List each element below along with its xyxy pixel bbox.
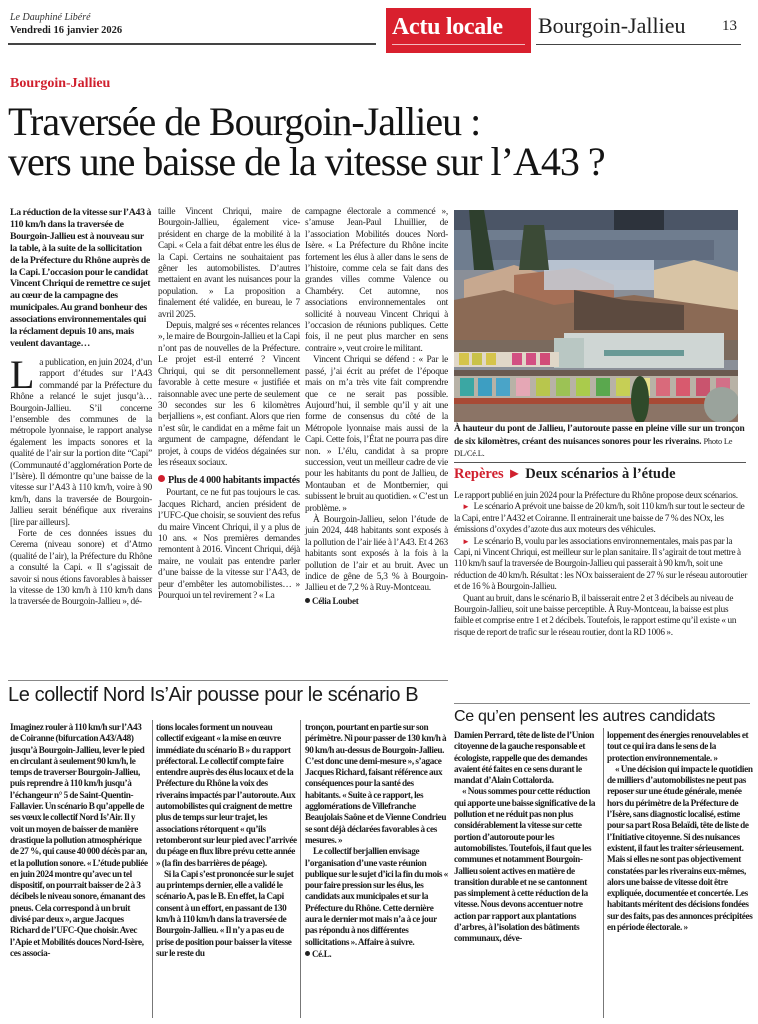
article-column-3 <box>305 207 448 607</box>
intertitle-text: Plus de 4 000 habitants impactés <box>168 475 300 487</box>
reperes-noise: Quant au bruit, dans le scénario B, il baisserait entre 2 et 3 décibels au niveau de Bourgoin-Jallieu, soit une baisse perceptible. À Ruy-Montceau, la baisse est plus faible et comprise entre 1 et 2 décibels. Toutefois, le rapport estime qu’il existe « un risque de report de trafic sur le réseau routier, dont la RD 1006 ». <box>454 592 737 637</box>
article-column-2 <box>158 207 300 602</box>
issue-date: Vendredi 16 janvier 2026 <box>10 25 123 36</box>
article2-column-2 <box>156 722 298 959</box>
photo-caption <box>454 424 746 461</box>
article-kicker: Bourgoin-Jallieu <box>10 76 111 91</box>
section-badge: Actu locale <box>386 8 531 53</box>
reperes-scenario-b <box>454 536 748 593</box>
article-photo <box>454 210 738 422</box>
header-rule <box>8 43 376 45</box>
headline-line-2: vers une baisse de la vitesse sur l’A43 ? <box>8 139 605 184</box>
article-paragraph: Depuis, malgré ses « récentes relances », le maire de Bourgoin-Jallieu et la Capi n’ont pas de nouvelles de la Préfecture. Le projet est-il enterré ? Vincent Chriqui, qui se dit personnellement favorable à cette mesure « justifiée et raisonnable avec une perte de seulement 30 secondes sur les 6 kilomètres berjalliens », est confiant. Alors que rien n’est sûr, le candidat en a même fait un argument de campagne, défendant le projet, à coups de vidéos dégainées sur les réseaux sociaux. <box>158 321 300 468</box>
page-number: 13 <box>722 18 737 34</box>
article-paragraph: tions locales forment un nouveau collectif exigeant « la mise en œuvre immédiate du scénario B » du rapport préfectoral. Le collectif compte faire entendre auprès des élus locaux et de la Préfecture du Rhône la voix des riverains impactés par l’autoroute. Aux automobilistes qui craignent de mettre plus de temps sur leur trajet, les associations rétorquent « qu’ils retomberont sur leur pied avec l’arrivée du péage en flux libre prévu cette année » (la fin des barrières de péage). <box>156 722 297 868</box>
photo-credit: Photo Le DL/Cé.L. <box>454 436 733 459</box>
article3-column-1 <box>454 730 600 945</box>
article-column-1 <box>10 207 152 609</box>
reperes-title <box>454 466 676 483</box>
scenario-text: Le scénario A prévoit une baisse de 20 km/h, soit 110 km/h sur tout le secteur de la Capi, entre l’A432 et Coiranne. Il entrainerait une baisse de 7 % des NOx, les émissions d’oxydes d’azote dus aux moteurs des véhicules. <box>454 501 745 535</box>
paragraph-text: a publication, en juin 2024, d’un rapport d’études sur l’A43 commandé par la Préfecture du Rhône a relancé le sujet jusqu’à… Bourgoin-Jallieu. S’il concerne l’ensemble des communes de la métropole lyonnaise, le rapport analyse également les impacts sonores et la qualité de l’air sur la portion dite “Capi” (Communauté d’agglomération Porte de l’Isère). Il démontre qu’une baisse de la vitesse sur l’A43 à 110 km/h, voire à 90 km/h, dans la traversée de Bourgoin-Jallieu serait bénéfique aux riverains [lire par ailleurs]. <box>10 357 152 528</box>
masthead <box>8 8 750 48</box>
article3-column-2 <box>607 730 753 933</box>
reperes-box <box>454 490 748 638</box>
article2-column-1 <box>10 722 150 959</box>
triangle-right-icon: ► <box>507 466 522 482</box>
article-paragraph: Forte de ces données issues du Cerema (niveau sonore) et d’Atmo (qualité de l’air), la Préfecture du Rhône a consulté la Capi. « Il s’agissait de savoir si nous étions favorables à baisser la vitesse de 130 km/h à 110 km/h dans la traversée de Bourgoin-Jallieu », dé- <box>10 528 152 608</box>
bullet-icon <box>305 951 310 956</box>
article-paragraph: À Bourgoin-Jallieu, selon l’étude de juin 2024, 448 habitants sont exposés à la pollution de l’air liée à l’A43. Et 4 263 habitants sont exposés à la fois à la pollution de l’air et au bruit. Avec un indice de gêne de 5,3 % à Bourgoin-Jallieu et de 7,2 % à Ruy-Montceau. <box>305 514 448 594</box>
article3-title: Ce qu’en pensent les autres candidats <box>454 708 716 725</box>
scenario-text: Le scénario B, voulu par les associations environnementales, mais pas par la Capi, ni Vincent Chriqui, est meilleur sur le plan sanitaire. Il s’agirait de tout mettre à 110 km/h sauf la traversée de Bourgoin-Jallieu qui passerait à 90 km/h, soit une réduction de 40 km/h. Résultat : les NOx baisseraient de 27 % sur le réseau autoroutier et de 16 % à Bourgoin-Jallieu. <box>454 535 748 592</box>
caption-text: À hauteur du pont de Jallieu, l’autoroute passe en pleine ville sur un tronçon de six kilomètres, créant des nuisances sonores pour les riverains. <box>454 424 745 447</box>
article-paragraph: campagne électorale a commencé », s’amuse Jean-Paul Lhuillier, de l’association Mobilités douces Nord-Isère. « La Préfecture du Rhône incite fortement les élus à aller dans le sens de l’histoire, comme cela se fait dans des grandes villes comme Valence ou Chambéry. Cet automne, nos associations environnementales ont sollicité à nouveau Vincent Chriqui à l’occasion de réunions publiques. Cette fois, il ne peut plus marcher en sens contraire », veut croire le militant. <box>305 207 448 354</box>
article-paragraph: tronçon, pourtant en partie sur son périmètre. Ni pour passer de 130 km/h à 90 km/h au-dessus de Bourgoin-Jallieu. C’est donc une demi-mesure », s’agace Jacques Richard, faisant référence aux conséquences pour la santé des habitants. « Suite à ce rapport, les agglomérations de Villefranche Beaujolais Saône et de Vienne Condrieu se sont déjà déclarées favorables à ces mesures. » <box>305 722 447 845</box>
article-paragraph: Vincent Chriqui se défend : « Par le passé, j’ai écrit au préfet de l’époque mais on m’a très vite fait comprendre que ce ne serait pas possible. Aujourd’hui, il semble qu’il y ait une forme de consensus du côté de la Métropole lyonnaise mais aussi de la Capi. Cette fois, l’État ne pourra pas dire non. » L’élu, candidat à sa propre succession, veut un meilleur cadre de vie pour les habitants du pont de Jallieu, de Montauban et de Montbernier, qui subissent le bruit au quotidien. « C’est un problème. » <box>305 355 448 514</box>
article-paragraph: « Nous sommes pour cette réduction qui apporte une baisse significative de la pollution et ne réduit pas non plus considérablement la vitesse sur cette portion d’autoroute pour les automobilistes. Toutefois, il faut que les communes et notamment Bourgoin-Jallieu soient actives en matière de transition durable et ne se cantonnent pas simplement à cette réduction de la vitesse. Nous devons accentuer notre action par rapport aux plantations d’arbres, à l’isolation des bâtiments communaux, déve- <box>454 786 596 944</box>
reperes-intro: Le rapport publié en juin 2024 pour la Préfecture du Rhône propose deux scénarios. <box>454 490 738 500</box>
article2-title: Le collectif Nord Is’Air pousse pour le scénario B <box>8 684 419 706</box>
article-chapo: La réduction de la vitesse sur l’A43 à 110 km/h dans la traversée de Bourgoin-Jallieu est à nouveau sur la table, à la suite de la sollicitation de la Préfecture du Rhône auprès de la Capi. L’occasion pour le candidat Vincent Chriqui de remettre ce sujet au cœur de la campagne des municipales. Au grand bonheur des associations environnementales qui la réclament depuis 10 ans, mais veulent davantage… <box>10 207 152 349</box>
article-separator <box>8 680 448 681</box>
column-rule <box>603 728 604 1018</box>
headline-line-1: Traversée de Bourgoin-Jallieu : <box>8 99 481 144</box>
author-signature <box>305 949 448 960</box>
article-intertitle <box>158 475 300 487</box>
reperes-rule <box>454 462 746 463</box>
reperes-scenario-a <box>454 501 748 535</box>
article-paragraph: Imaginez rouler à 110 km/h sur l’A43 de Coiranne (bifurcation A43/A48) jusqu’à Bourgoin-Jallieu, lever le pied en circulant à seulement 90 km/h, le temps de traverser Bourgoin-Jallieu, puis reprendre à 110 km/h jusqu’à l’échangeur n° 5 de Saint-Quentin-Fallavier. Un scénario B qu’appelle de ses vœux le collectif Nord Is’Air. Il y voit un moyen de baisser de manière drastique la pollution atmosphérique de 27 %, qui cause 40 000 décès par an, et la pollution sonore. « L’étude publiée en juin 2024 montre qu’avec un tel dispositif, on pourrait baisser de 2 à 3 décibels le niveau sonore, émanant des pneus. Cela correspond à un bruit divisé par deux », argue Jacques Richard de l’UFC-Que choisir. Avec l’Apie et Mobilités douces Nord-Isère, ces associa- <box>10 722 148 958</box>
highway-photo-illustration <box>454 210 738 422</box>
column-rule <box>152 720 153 1018</box>
drop-cap: L <box>10 351 35 397</box>
article-paragraph: Si la Capi s’est prononcée sur le sujet au printemps dernier, elle a validé le scénario A, pas le B. En effet, la Capi consent à un effort, en passant de 130 km/h à 110 km/h dans la traversée de Bourgoin-Jallieu. « Il n’y a pas eu de prise de position pour baisser la vitesse sur le reste du <box>156 868 294 958</box>
article-paragraph: Pourtant, ce ne fut pas toujours le cas. Jacques Richard, ancien président de l’UFC-Que choisir, se souvient des refus du maire Vincent Chriqui, il y a plus de 10 ans. « Nos premières demandes remontent à 2016. Vincent Chriqui, déjà maire, ne voulait pas entendre parler d’une baisse de la vitesse sur l’A43, de peur d’embêter les automobilistes… » Pourquoi un tel revirement ? « La <box>158 488 300 601</box>
article-paragraph: loppement des énergies renouvelables et tout ce qui ira dans le sens de la protection environnementale. » <box>607 730 749 763</box>
article-separator <box>454 703 750 704</box>
triangle-right-icon: ► <box>462 536 470 546</box>
signature-text: Célia Loubet <box>312 595 359 606</box>
article2-column-3 <box>305 722 448 960</box>
column-rule <box>300 720 301 1018</box>
article-paragraph: « Une décision qui impacte le quotidien de milliers d’automobilistes ne peut pas reposer sur une étude générale, menée hors du périmètre de la Préfecture de l’Isère, sans diagnostic localisé, estime pour sa part Rosa Belaïdi, tête de liste de l’Initiative citoyenne. Si des nuisances existent, il faut les traiter sérieusement. Mais si elles ne sont pas objectivement constatées par les riverains eux-mêmes, alors une baisse de vitesse doit être expliquée, documentée et concertée. Les habitants méritent des décisions fondées sur des faits, pas des annonces précipitées en période électorale. » <box>607 763 753 933</box>
article-paragraph: Damien Perrard, tête de liste de l’Union citoyenne de la gauche responsable et écologiste, rappelle que des demandes avaient été faites en ce sens durant le mandat d’Alain Cottalorda. <box>454 730 595 786</box>
triangle-right-icon: ► <box>462 502 470 512</box>
author-signature <box>305 596 448 607</box>
newspaper-name: Le Dauphiné Libéré <box>10 12 91 23</box>
bullet-icon <box>305 598 310 603</box>
reperes-heading: Deux scénarios à l’étude <box>525 466 676 482</box>
red-bullet-icon <box>158 475 165 482</box>
signature-text: Cé.L. <box>312 948 332 959</box>
article-paragraph <box>10 351 152 529</box>
article-paragraph: Le collectif berjallien envisage l’organisation d’une vaste réunion publique sur le sujet d’ici la fin du mois « pour faire pression sur les élus, les candidats aux municipales et sur la Préfecture du Rhône. Cette dernière aura le dernier mot mais n’a à ce jour pas répondu à nos différentes sollicitations ». Affaire à suivre. <box>305 846 448 947</box>
header-rule-right <box>536 44 741 45</box>
section-town: Bourgoin-Jallieu <box>538 13 686 38</box>
article-headline <box>8 99 753 184</box>
article-paragraph: taille Vincent Chriqui, maire de Bourgoin-Jallieu, également vice-président en charge de la mobilité à la Capi. « Cela a fait débat entre les élus de la Capi. Certains ne souhaitaient pas gêner les automobilistes. D’autres mettaient en avant les nuisances pour la population. » La proposition a finalement été validée, en bureau, le 7 avril 2025. <box>158 207 300 320</box>
reperes-label: Repères <box>454 466 504 482</box>
